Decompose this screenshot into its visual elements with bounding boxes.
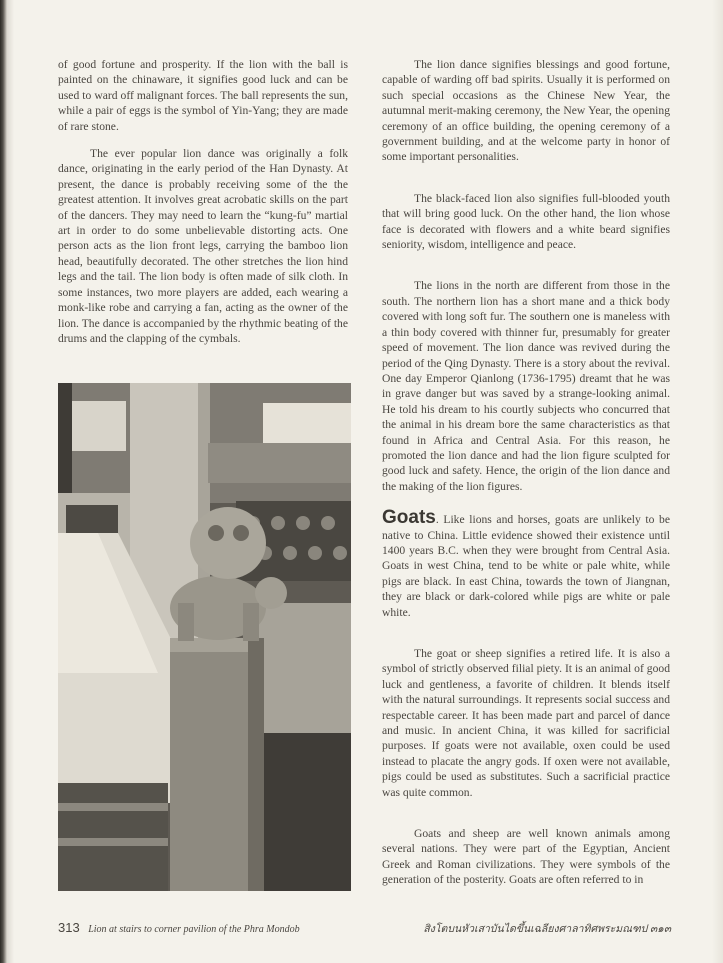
goats-paragraph xyxy=(382,507,670,620)
left-text-column xyxy=(58,57,348,358)
paragraph: The lions in the north are different from those in the south. The northern lion has a short mane and a thick body covered with long soft fur. The southern one is maneless with a thin body covered with thinner fur, presumably for greater speed of movement. The lion dance was revived during the period of the Qing Dynasty. There is a story about the revival. One day Emperor Qianlong (1736-1795) dreamt that he was in grave danger but was saved by a strange-looking animal. He told his dream to his courtly subjects who concurred that the animal in his dream bore the same characteristics as that found in Africa and Central Asia. For this reason, he promoted the lion dance and had the lion figure sculpted for good luck and safety. Hence, the origin of the lion dance and the making of the lion figures. xyxy=(382,279,670,493)
paragraph: The lion dance signifies blessings and good fortune, capable of warding off bad spirits. Usually it is performed on such special occasions as the Chinese New Year, the autumnal merit-making ceremony, the New Year, the opening ceremony of an office building, the opening ceremony of a government building, and at the welcome party in honor of some important personalities. xyxy=(382,58,670,164)
paragraph: of good fortune and prosperity. If the lion with the ball is painted on the chinaware, it signifies good luck and can be used to ward off malignant forces. The ball represents the sun, while a pair of eggs is the symbol of Yin-Yang; they are made of rare stone. xyxy=(58,58,348,133)
paragraph: Goats and sheep are well known animals among several nations. They were part of the Egyptian, Ancient Greek and Roman civilizations. They were symbols of the generation of the posterity. Goats are often referred to in xyxy=(382,827,670,887)
paragraph: The black-faced lion also signifies full-blooded youth that will bring good luck. On the other hand, the lion whose face is decorated with flowers and a white beard signifies seniority, wisdom, intelligence and peace. xyxy=(382,191,670,252)
page-number: 313 xyxy=(58,920,80,935)
caption-text: Lion at stairs to corner pavilion of the Phra Mondob xyxy=(88,924,300,935)
lion-statue-photo xyxy=(58,383,351,891)
paragraph: The ever popular lion dance was originally a folk dance, originating in the early period of the Han Dynasty. At present, the dance is probably receiving some of the the greatest attention. It involves great acrobatic skills on the part of the dancers. They may need to learn the “kung-fu” martial art in order to do some unbelievable distorting acts. One person acts as the lion front legs, carrying the bamboo lion head, beautifully decorated. The other stretches the lion hind legs and the tail. The lion body is often made of silk cloth. In some instances, two more players are added, each wearing a monk-like robe and carrying a fan, acting as the owner of the lion. The dance is accompanied by the rhythmic beating of the drums and the clapping of the cymbals. xyxy=(58,147,348,345)
section-heading-goats: Goats xyxy=(382,507,436,529)
goats-paragraph-body: . Like lions and horses, goats are unlikely to be native to China. Little evidence showed their existence until 1400 years B.C. when they were brought from Central Asia. Goats in west China, tend to be white or pale white, while pigs are black. In east China, towards the town of Jiangnan, they are black or dark-colored while pigs are white or pale white. xyxy=(382,513,670,619)
thai-caption: สิงโตบนหัวเสาบันไดขึ้นเฉลียงศาลาทิศพระมณฑป ๓๑๓ xyxy=(423,924,671,935)
photo-caption xyxy=(58,920,300,935)
right-text-column xyxy=(382,57,670,914)
paragraph: The goat or sheep signifies a retired life. It is also a symbol of strictly observed filial piety. It is an animal of good luck and gentleness, a favorite of children. It blends itself with the natural surroundings. It represents social success and respectable career. It has been made part and parcel of dance and music. In ancient China, it was killed for sacrificial purposes. If goats were not available, oxen could be used instead to placate the angry gods. If oxen were not available, pigs could be used as substitutes. Such a sacrificial practice was quite common. xyxy=(382,647,670,799)
